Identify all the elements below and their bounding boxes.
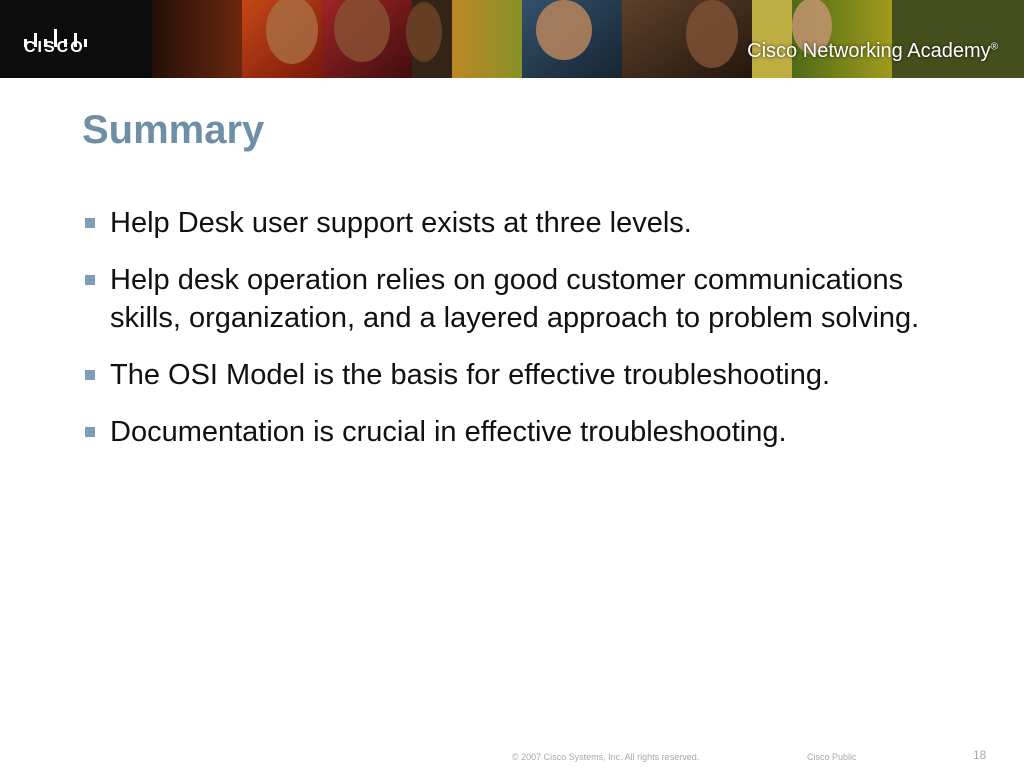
bullet-text: Help desk operation relies on good customer communications skills, organization, and a layered approach to problem solving. bbox=[110, 264, 920, 334]
cisco-wordmark: CISCO bbox=[24, 39, 85, 56]
square-bullet-icon bbox=[85, 275, 95, 285]
page-number: 18 bbox=[973, 748, 987, 762]
trademark-symbol: ® bbox=[990, 41, 998, 53]
header-banner bbox=[0, 0, 1024, 78]
academy-title bbox=[747, 40, 998, 63]
banner-photo-collage bbox=[152, 0, 1024, 78]
square-bullet-icon bbox=[85, 427, 95, 437]
bullet-text: Documentation is crucial in effective troubleshooting. bbox=[110, 416, 787, 448]
bullet-list bbox=[82, 204, 962, 470]
academy-name: Networking Academy bbox=[802, 40, 991, 62]
academy-brand: Cisco bbox=[747, 40, 798, 62]
bullet-item bbox=[82, 204, 962, 242]
bullet-text: The OSI Model is the basis for effective troubleshooting. bbox=[110, 359, 831, 391]
bullet-item bbox=[82, 413, 962, 451]
footer-classification: Cisco Public bbox=[807, 752, 857, 762]
square-bullet-icon bbox=[85, 370, 95, 380]
bullet-text: Help Desk user support exists at three levels. bbox=[110, 207, 692, 239]
slide-title: Summary bbox=[82, 108, 265, 152]
bullet-item bbox=[82, 261, 962, 337]
bullet-item bbox=[82, 356, 962, 394]
square-bullet-icon bbox=[85, 218, 95, 228]
footer-copyright: © 2007 Cisco Systems, Inc. All rights reserved. bbox=[512, 752, 700, 762]
